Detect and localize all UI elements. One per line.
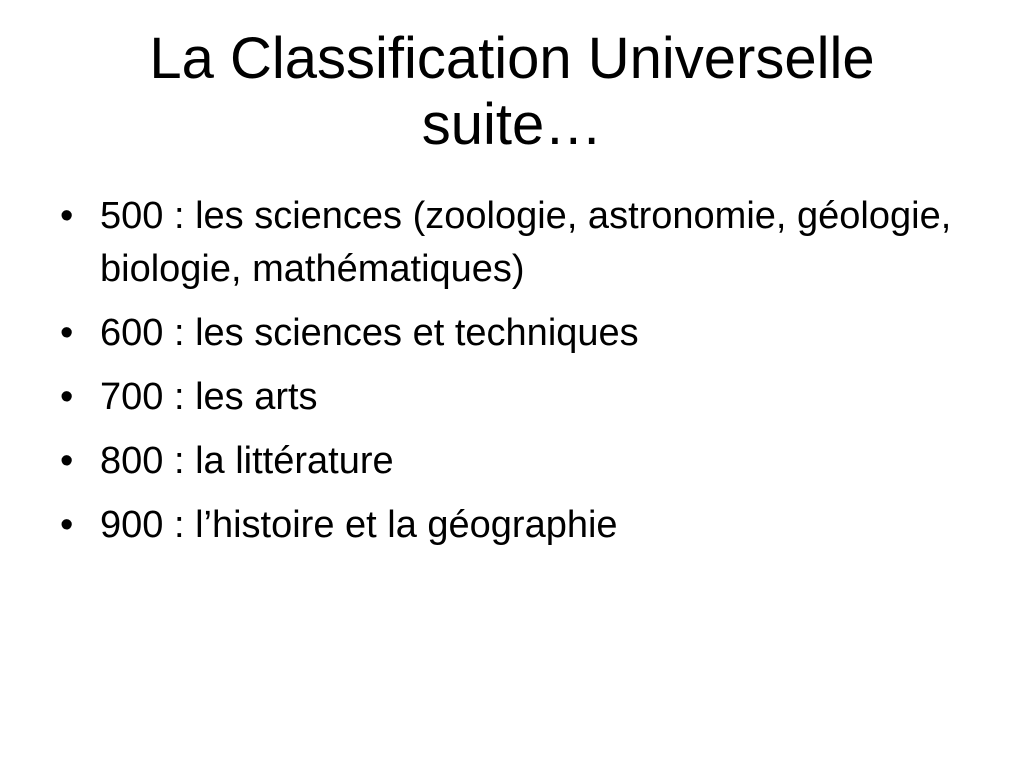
slide-title-line-1: La Classification Universelle bbox=[149, 26, 875, 91]
bullet-marker-icon: • bbox=[60, 376, 74, 418]
bullet-list bbox=[60, 190, 960, 563]
bullet-item-800 bbox=[60, 435, 960, 488]
bullet-text: 800 : la littérature bbox=[100, 440, 394, 482]
slide-title-line-2: suite… bbox=[421, 92, 603, 157]
bullet-text: 700 : les arts bbox=[100, 376, 318, 418]
bullet-item-600 bbox=[60, 307, 960, 360]
bullet-marker-icon: • bbox=[60, 312, 74, 354]
bullet-marker-icon: • bbox=[60, 440, 74, 482]
bullet-item-900 bbox=[60, 499, 960, 552]
bullet-marker-icon: • bbox=[60, 504, 74, 546]
slide-title bbox=[40, 26, 984, 158]
bullet-item-500 bbox=[60, 190, 960, 296]
bullet-text: 900 : l’histoire et la géographie bbox=[100, 504, 618, 546]
bullet-text: 500 : les sciences (zoologie, astronomie, géologie, biologie, mathématiques) bbox=[100, 195, 952, 290]
bullet-text: 600 : les sciences et techniques bbox=[100, 312, 639, 354]
bullet-marker-icon: • bbox=[60, 195, 74, 237]
bullet-item-700 bbox=[60, 371, 960, 424]
